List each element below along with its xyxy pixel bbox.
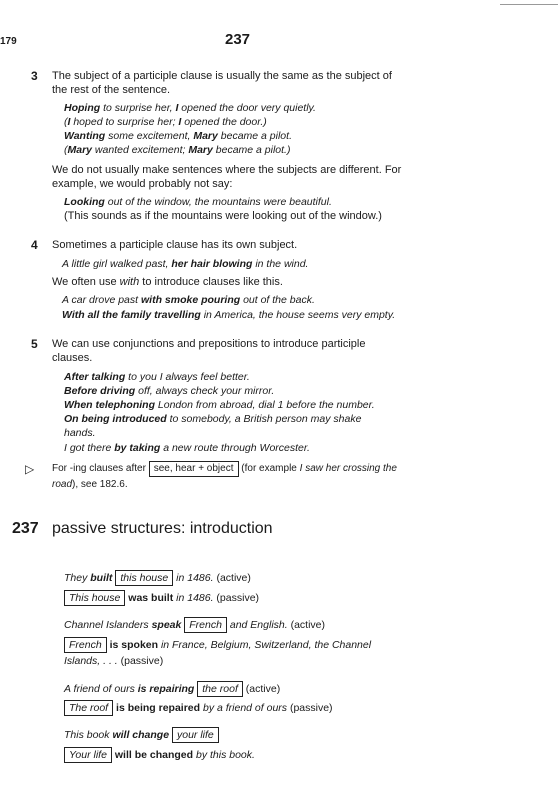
s3-text-4: example, we would probably not say:: [52, 178, 233, 190]
s4-example-2: A car drove past with smoke pouring out of the back.: [62, 294, 315, 306]
s4-text-1: Sometimes a participle clause has its own subject.: [52, 239, 298, 251]
passive-row-5: Islands, . . . (passive): [64, 655, 164, 667]
passive-row-1: They built this house in 1486. (active): [64, 572, 251, 584]
s5-example-1: After talking to you I always feel better.: [64, 371, 250, 383]
passive-row-6: A friend of ours is repairing the roof (active): [64, 683, 281, 695]
section-237-title: passive structures: introduction: [52, 520, 273, 537]
s3-example-1b: (I hoped to surprise her; I opened the door.): [64, 116, 267, 128]
s3-text-2: the rest of the sentence.: [52, 84, 171, 96]
s3-example-2b: (Mary wanted excitement; Mary became a pilot.): [64, 144, 291, 156]
section-3-number: 3: [31, 69, 38, 83]
page-number: 237: [225, 31, 251, 48]
section-5-number: 5: [31, 337, 38, 351]
s3-text-3: We do not usually make sentences where the subjects are different. For: [52, 164, 402, 176]
s3-example-2: Wanting some excitement, Mary became a pilot.: [64, 130, 292, 142]
s5-example-4: On being introduced to somebody, a British person may shake: [64, 413, 362, 425]
s4-text-2: We often use with to introduce clauses like this.: [52, 276, 283, 288]
passive-row-4: French is spoken in France, Belgium, Switzerland, the Channel: [64, 637, 371, 653]
passive-row-9: Your life will be changed by this book.: [64, 747, 255, 763]
top-rule: [500, 4, 558, 5]
s5-text-1: We can use conjunctions and prepositions to introduce participle: [52, 338, 366, 350]
note-line-1: For -ing clauses after see, hear + object (for example I saw her crossing the: [52, 461, 397, 477]
note-box: see, hear + object: [149, 461, 239, 477]
s3-example-3: Looking out of the window, the mountains were beautiful.: [64, 196, 332, 208]
s5-example-3: When telephoning London from abroad, dial 1 before the number.: [64, 399, 375, 411]
s3-text-1: The subject of a participle clause is usually the same as the subject of: [52, 70, 392, 82]
note-line-2: road), see 182.6.: [52, 479, 128, 490]
s5-example-4b: hands.: [64, 427, 96, 439]
section-4-number: 4: [31, 238, 38, 252]
cross-reference-arrow-icon: ▷: [25, 462, 35, 476]
s5-example-5: I got there by taking a new route through Worcester.: [64, 442, 310, 454]
section-237-number: 237: [12, 520, 39, 537]
s4-example-1: A little girl walked past, her hair blowing in the wind.: [62, 258, 309, 270]
s3-example-4: (This sounds as if the mountains were looking out of the window.): [64, 210, 382, 222]
s5-text-2: clauses.: [52, 352, 93, 364]
s5-example-2: Before driving off, always check your mirror.: [64, 385, 275, 397]
s3-example-1: Hoping to surprise her, I opened the door very quietly.: [64, 102, 316, 114]
passive-row-3: Channel Islanders speak French and English. (active): [64, 619, 326, 631]
margin-section-number: 179: [0, 36, 17, 47]
passive-row-8: This book will change your life: [64, 727, 219, 743]
passive-row-7: The roof is being repaired by a friend of ours (passive): [64, 700, 333, 716]
s4-example-3: With all the family travelling in America, the house seems very empty.: [62, 309, 396, 321]
passive-row-2: This house was built in 1486. (passive): [64, 590, 259, 606]
